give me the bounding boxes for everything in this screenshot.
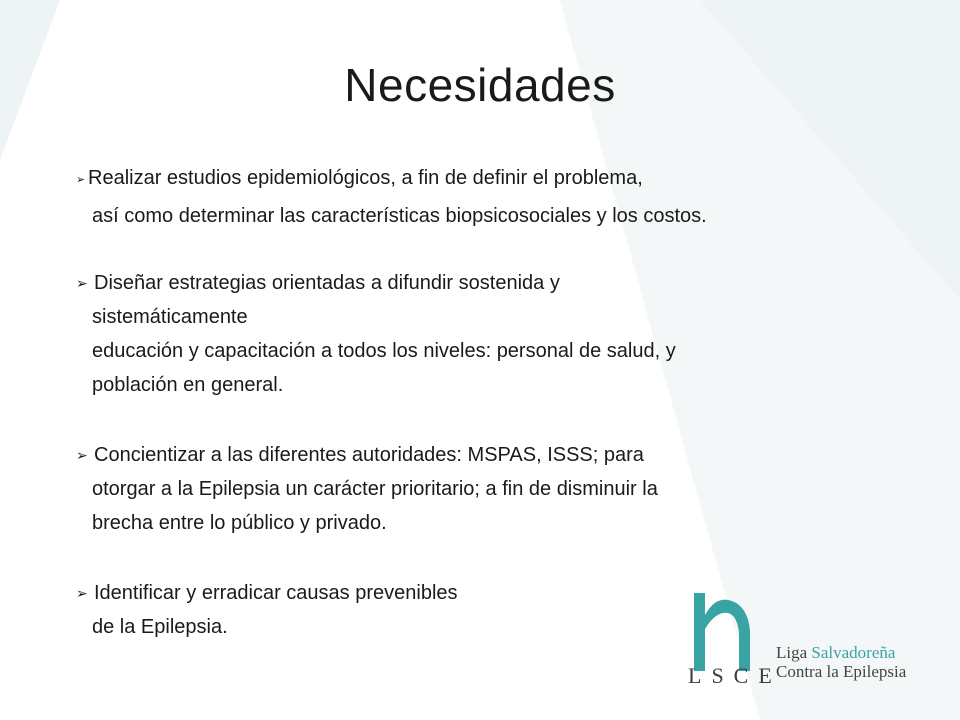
logo-acronym: LSCE	[688, 663, 782, 688]
logo-line1-b: Salvadoreña	[811, 643, 896, 662]
bullet-item	[76, 266, 926, 402]
logo-text	[776, 643, 906, 681]
bullet-item	[76, 438, 926, 540]
bullet-item	[76, 160, 926, 234]
arrow-bullet-icon: ➢	[76, 585, 88, 601]
logo-line1-a: Liga	[776, 643, 812, 662]
arrow-bullet-icon: ➢	[76, 275, 88, 291]
bullet-text: Realizar estudios epidemiológicos, a fin de definir el problema,	[88, 167, 643, 189]
bullet-list	[76, 160, 926, 644]
bullet-text: Identificar y erradicar causas prevenibles	[94, 582, 458, 604]
bullet-continuation: así como determinar las características biopsicosociales y los costos.	[92, 205, 707, 227]
bullet-text: Concientizar a las diferentes autoridades: MSPAS, ISSS; para	[94, 444, 644, 466]
bullet-continuation: otorgar a la Epilepsia un carácter prioritario; a fin de disminuir la	[92, 478, 658, 500]
lsce-logo	[686, 585, 926, 695]
bullet-continuation: sistemáticamente	[92, 306, 248, 328]
bullet-continuation: educación y capacitación a todos los niveles: personal de salud, y	[92, 340, 676, 362]
arrow-bullet-icon: ➢	[76, 174, 86, 186]
logo-line2: Contra la Epilepsia	[776, 662, 907, 681]
bullet-continuation: de la Epilepsia.	[92, 616, 228, 638]
bullet-continuation: brecha entre lo público y privado.	[92, 512, 387, 534]
bullet-continuation: población en general.	[92, 374, 284, 396]
bullet-text: Diseñar estrategias orientadas a difundir sostenida y	[94, 272, 560, 294]
slide-title: Necesidades	[344, 59, 616, 111]
arrow-bullet-icon: ➢	[76, 447, 88, 463]
lsce-h-logo-icon	[686, 585, 772, 671]
